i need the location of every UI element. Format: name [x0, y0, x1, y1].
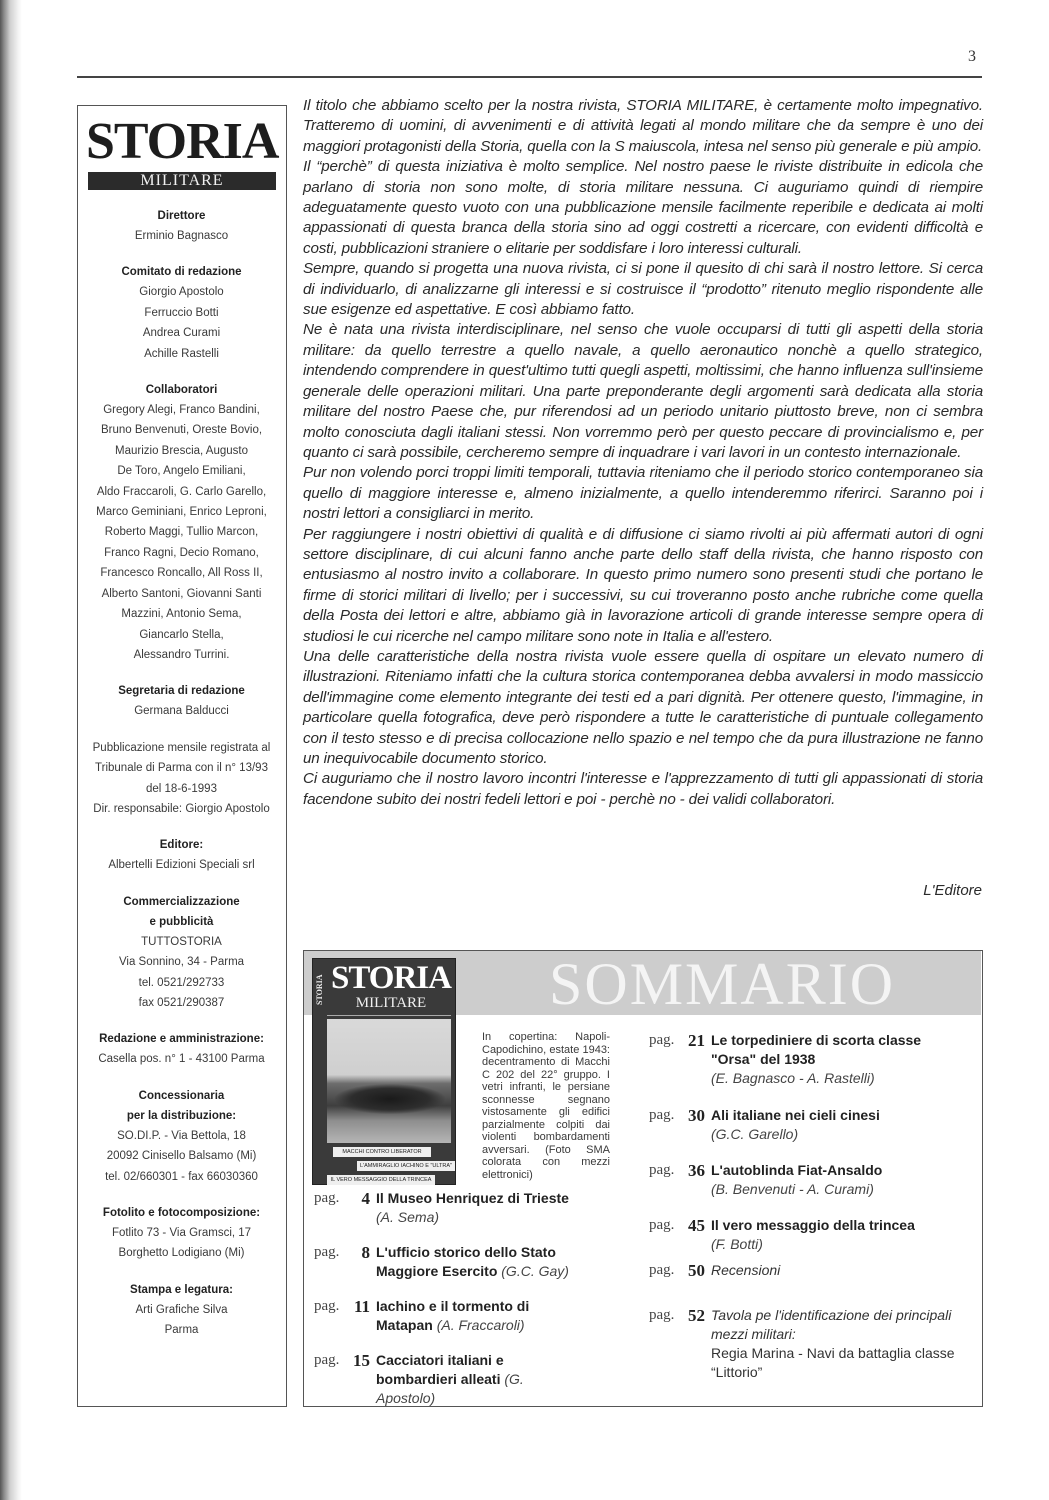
toc-entry: [649, 1031, 974, 1088]
credit-line: De Toro, Angelo Emiliani,: [117, 465, 246, 478]
toc-entry-text: [711, 1306, 966, 1382]
credit-line: TUTTOSTORIA: [141, 935, 222, 948]
toc-article-author: (A. Fraccaroli): [436, 1317, 525, 1333]
credit-block: [78, 1280, 285, 1341]
credit-line: Tribunale di Parma con il n° 13/93: [95, 762, 268, 775]
toc-page-number: 4: [361, 1189, 370, 1208]
editorial-paragraph: Il titolo che abbiamo scelto per la nostra rivista, STORIA MILITARE, è certamente molto impegnativo. Tratteremo di uomini, di avvenimenti e di attività legati al mondo militare che da sempre è uno dei maggiori protagonisti della Storia, quella con la S maiuscola, intesa nel senso più generale e più ampio.: [303, 97, 983, 155]
credit-line: 20092 Cinisello Balsamo (Mi): [106, 1150, 257, 1163]
credit-line: Franco Ragni, Decio Romano,: [104, 546, 259, 559]
credit-heading: Redazione e amministrazione:: [99, 1033, 264, 1046]
credit-line: Giorgio Apostolo: [139, 286, 224, 299]
cover-caption: IL VERO MESSAGGIO DELLA TRINCEA: [327, 1175, 435, 1185]
credit-line: Marco Geminiani, Enrico Leproni,: [96, 506, 267, 519]
credit-block: [78, 1203, 285, 1264]
toc-entry-text: [711, 1216, 966, 1254]
toc-section-subtitle: Regia Marina - Navi da battaglia classe “Littorio”: [711, 1345, 955, 1380]
cover-photo: [327, 1019, 451, 1143]
toc-entry-text: [711, 1106, 966, 1144]
credit-line: Bruno Benvenuti, Oreste Bovio,: [100, 424, 263, 437]
credit-line: Albertelli Edizioni Speciali srl: [108, 859, 255, 872]
credit-heading: Editore:: [159, 839, 204, 852]
credit-block: [78, 738, 285, 820]
credit-block: [78, 681, 285, 721]
toc-entry: [314, 1351, 584, 1408]
binding-shadow: [0, 0, 22, 1500]
credit-line: Aldo Fraccaroli, G. Carlo Garello,: [96, 485, 267, 498]
credit-line: del 18-6-1993: [146, 782, 217, 795]
editorial-paragraph: Per raggiungere i nostri obiettivi di qualità e di diffusione ci siamo rivolti ai più affermati autori di ogni settore disciplinare, di cui alcuni fanno anche parte dello staff della rivista, che hanno risposto con entusiasmo al nostro invito a collaborare. In questo primo numero sono presenti studi che portano le firme di storici militari di livello; per i successivi, su cui troveranno posto anche rubriche come quella della Posta dei lettori e altre, abbiamo già in lavorazione articoli di grande interesse sempre opera di studiosi le cui ricerche nel campo militare sono note in Italia e all'estero.: [303, 525, 983, 645]
toc-entry: [649, 1106, 974, 1144]
credit-block: [78, 1029, 285, 1069]
toc-section-title: Tavola pe l'identificazione dei principali mezzi militari:: [711, 1307, 952, 1342]
toc-page-number: 50: [688, 1261, 705, 1280]
cover-image: [312, 958, 456, 1185]
cover-caption: L'AMMIRAGLIO IACHINO E "ULTRA": [357, 1161, 455, 1171]
credit-heading: Concessionaria: [138, 1089, 225, 1102]
toc-entry: [649, 1261, 974, 1280]
credit-line: Andrea Curami: [142, 327, 221, 340]
credits-list: [78, 206, 285, 1357]
toc-article-author: (E. Bagnasco - A. Rastelli): [711, 1070, 875, 1086]
credit-block: [78, 892, 285, 1014]
toc-page-label: pag.: [314, 1244, 340, 1260]
toc-page-number: 52: [688, 1306, 705, 1325]
toc-entry-text: [711, 1261, 966, 1280]
toc-page-label: pag.: [314, 1352, 340, 1368]
credit-heading: Collaboratori: [145, 384, 218, 397]
toc-article-author: (G. Apostolo): [376, 1371, 524, 1406]
credit-heading: Comitato di redazione: [121, 266, 242, 279]
toc-page-label: pag.: [649, 1307, 675, 1323]
toc-article-author: (A. Sema): [376, 1209, 440, 1225]
credit-line: Germana Balducci: [134, 705, 229, 718]
toc-page-label: pag.: [649, 1217, 675, 1233]
toc-page-label: pag.: [314, 1190, 340, 1206]
toc-entry-text: [376, 1351, 576, 1408]
credit-line: Dir. responsabile: Giorgio Apostolo: [93, 802, 270, 815]
credit-block: [78, 206, 285, 246]
toc-article-title: L'ufficio storico dello Stato Maggiore Esercito: [376, 1244, 556, 1279]
masthead-box: [77, 105, 287, 1407]
credit-line: Gregory Alegi, Franco Bandini,: [103, 404, 260, 417]
credit-line: Via Sonnino, 34 - Parma: [118, 956, 245, 969]
credit-line: tel. 02/660301 - fax 66030360: [105, 1170, 258, 1183]
toc-article-author: (G.C. Gay): [501, 1263, 569, 1279]
credit-line: Arti Grafiche Silva: [135, 1303, 228, 1316]
cover-note: In copertina: Napoli-Capodichino, estate 1943: decentramento di Macchi C 202 del 22° gruppo. I vetri infranti, le persiane sconnesse segnano vistosamente gli edifici parzialmente colpiti dai violenti bombardamenti avversari. (Foto SMA colorata con mezzi elettronici): [482, 1031, 610, 1181]
credit-line: Ferruccio Botti: [144, 306, 219, 319]
toc-page-number: 45: [688, 1216, 705, 1235]
credit-line: Achille Rastelli: [144, 347, 219, 360]
toc-page-number: 36: [688, 1161, 705, 1180]
cover-spine-text: STORIA: [315, 974, 324, 1005]
toc-page-label: pag.: [649, 1107, 675, 1123]
toc-page-label: pag.: [649, 1262, 675, 1278]
credit-line: Alessandro Turrini.: [133, 648, 230, 661]
toc-entry: [314, 1297, 584, 1335]
toc-article-author: (F. Botti): [711, 1236, 763, 1252]
credit-line: SO.DI.P. - Via Bettola, 18: [117, 1129, 246, 1142]
cover-aircraft-silhouette: [335, 1084, 445, 1114]
cover-title-storia: STORIA: [331, 960, 451, 996]
cover-title-militare: MILITARE: [355, 995, 427, 1011]
toc-page-label: pag.: [649, 1162, 675, 1178]
credit-line: Casella pos. n° 1 - 43100 Parma: [98, 1053, 265, 1066]
credit-line: Mazzini, Antonio Sema,: [121, 608, 242, 621]
logo-storia: STORIA: [86, 113, 279, 170]
toc-page-number: 30: [688, 1106, 705, 1125]
cover-divider: [327, 1015, 451, 1016]
toc-entry-text: [376, 1297, 576, 1335]
toc-article-title: Il Museo Henriquez di Trieste: [376, 1190, 569, 1206]
toc-page-number: 15: [353, 1351, 370, 1370]
credit-heading: Segretaria di redazione: [118, 685, 245, 698]
credit-line: Giancarlo Stella,: [139, 628, 224, 641]
toc-article-author: (B. Benvenuti - A. Curami): [711, 1181, 874, 1197]
credit-heading: e pubblicità: [149, 915, 214, 928]
toc-entry: [314, 1243, 584, 1281]
toc-article-title: Ali italiane nei cieli cinesi: [711, 1107, 880, 1123]
cover-caption: MACCHI CONTRO LIBERATOR: [333, 1147, 431, 1157]
editorial-paragraph: Sempre, quando si progetta una nuova rivista, ci si pone il quesito di chi sarà il nostro lettore. Si cerca di individuarlo, di analizzarne gli interessi e si costruisce il “prodotto” ritenuto meglio rispondente alle sue esigenze ed aspettative. E così abbiamo fatto.: [303, 260, 983, 319]
toc-page-number: 21: [688, 1031, 705, 1050]
credit-heading: Fotolito e fotocomposizione:: [102, 1207, 261, 1219]
toc-article-title: Il vero messaggio della trincea: [711, 1217, 915, 1233]
credit-heading: per la distribuzione:: [126, 1109, 237, 1122]
toc-article-author: (G.C. Garello): [711, 1126, 799, 1142]
credit-heading: Stampa e legatura:: [130, 1283, 233, 1296]
credit-block: [78, 1086, 285, 1187]
credit-heading: Direttore: [157, 210, 206, 222]
toc-page-number: 11: [353, 1297, 370, 1316]
sommario-box: [303, 950, 983, 1407]
editorial-paragraph: Il “perchè” di questa iniziativa è molto semplice. Nel nostro paese le riviste distribuite in edicola che parlano di storia non sono molte, di storia militare nessuna. Ci auguriamo quindi di riempire adeguatamente questo vuoto con una pubblicazione mensile facilmente reperibile e dedicata ai molti appassionati di questa branca della storia sino ad oggi costretti a ricercare, con evidenti difficoltà e costi, pubblicazioni straniere o elitarie per soddisfare i loro interessi culturali.: [303, 158, 983, 257]
toc-entry-text: [711, 1161, 966, 1199]
editorial-paragraph: Una delle caratteristiche della nostra rivista vuole essere quella di ospitare un elevato numero di illustrazioni. Riteniamo infatti che la cultura storica contemporanea debba avvalersi in modo massiccio dell'immagine come elemento integrante dei testi ed a pari dignità. Per ottenere questo, l'immagine, in particolare quella fotografica, deve però rispondere a tutte le caratteristiche di puntuale collegamento con il testo stesso e di precisa collocazione nello spazio e nel tempo che da pura illustrazione ne fanno un inequivocabile documento storico.: [303, 647, 983, 767]
credit-line: Pubblicazione mensile registrata al: [92, 741, 271, 754]
toc-entry: [649, 1216, 974, 1254]
toc-entry: [314, 1189, 584, 1227]
editorial-paragraph: Ci auguriamo che il nostro lavoro incontri l'interesse e l'apprezzamento di tutti gli appassionati di storia facendone subito dei nostri fedeli lettori e poi - perchè no - dei validi collaboratori.: [303, 770, 983, 808]
credit-line: fax 0521/290387: [138, 996, 225, 1009]
credit-line: Parma: [164, 1324, 199, 1337]
toc-article-title: L'autoblinda Fiat-Ansaldo: [711, 1162, 883, 1178]
toc-article-title: Cacciatori italiani e bombardieri alleati: [376, 1352, 504, 1387]
toc-article-title: Le torpediniere di scorta classe "Orsa" del 1938: [711, 1032, 922, 1067]
toc-entry-text: [711, 1031, 966, 1088]
page-number: 3: [968, 48, 976, 65]
editorial-text: [303, 96, 983, 810]
credit-line: Erminio Bagnasco: [134, 230, 229, 242]
toc-entry-text: [376, 1243, 576, 1281]
credit-line: Roberto Maggi, Tullio Marcon,: [104, 526, 259, 539]
logo-militare: MILITARE: [88, 172, 276, 190]
toc-page-number: 8: [361, 1243, 370, 1262]
credit-line: Borghetto Lodigiano (Mi): [118, 1247, 245, 1260]
credit-block: [78, 380, 285, 665]
editorial-paragraph: Pur non volendo porci troppi limiti temporali, tuttavia riteniamo che il periodo storico contemporaneo sia quello di maggiore interesse e, almeno inizialmente, a quello intenderemmo riferirci. Saranno poi i nostri lettori a consigliarci in merito.: [303, 464, 983, 523]
editorial-signature: L'Editore: [923, 882, 982, 899]
toc-page-label: pag.: [314, 1298, 340, 1314]
credit-line: Fotlito 73 - Via Gramsci, 17: [111, 1227, 252, 1239]
credit-line: Maurizio Brescia, Augusto: [115, 444, 248, 457]
credit-line: Francesco Roncallo, All Ross II,: [100, 567, 263, 580]
toc-entry-text: [376, 1189, 576, 1227]
credit-block: [78, 262, 285, 364]
toc-section-title: Recensioni: [711, 1262, 781, 1278]
toc-article-title: Iachino e il tormento di Matapan: [376, 1298, 530, 1333]
credit-block: [78, 835, 285, 875]
toc-entry: [649, 1161, 974, 1199]
credit-line: tel. 0521/292733: [138, 976, 225, 989]
editorial-paragraph: Ne è nata una rivista interdisciplinare, nel senso che vuole occuparsi di tutti gli aspetti della storia militare: da quello terrestre a quello navale, a quello aeronautico nonchè a quello strategico, intendendo comprendere in quest'ultimo tutti quegli aspetti, moltissimi, che hanno influenza sull'insieme generale delle operazioni militari. Una parte preponderante degli argomenti sarà dedicata alla storia militare del nostro Paese che, pur riferendosi ad un periodo unitario piuttosto breve, non ci sembra molto conosciuta dagli italiani stessi. Non vorremmo però per questo peccare di provincialismo e, per quanto ci sarà possibile, cercheremo sempre di inquadrare i vari lavori in un contesto internazionale.: [303, 321, 983, 461]
credit-heading: Commercializzazione: [123, 895, 240, 908]
credit-line: Alberto Santoni, Giovanni Santi: [101, 587, 262, 600]
toc-page-label: pag.: [649, 1032, 675, 1048]
toc-entry: [649, 1306, 974, 1382]
sommario-title: SOMMARIO: [549, 951, 896, 1017]
header-rule: [77, 76, 982, 78]
